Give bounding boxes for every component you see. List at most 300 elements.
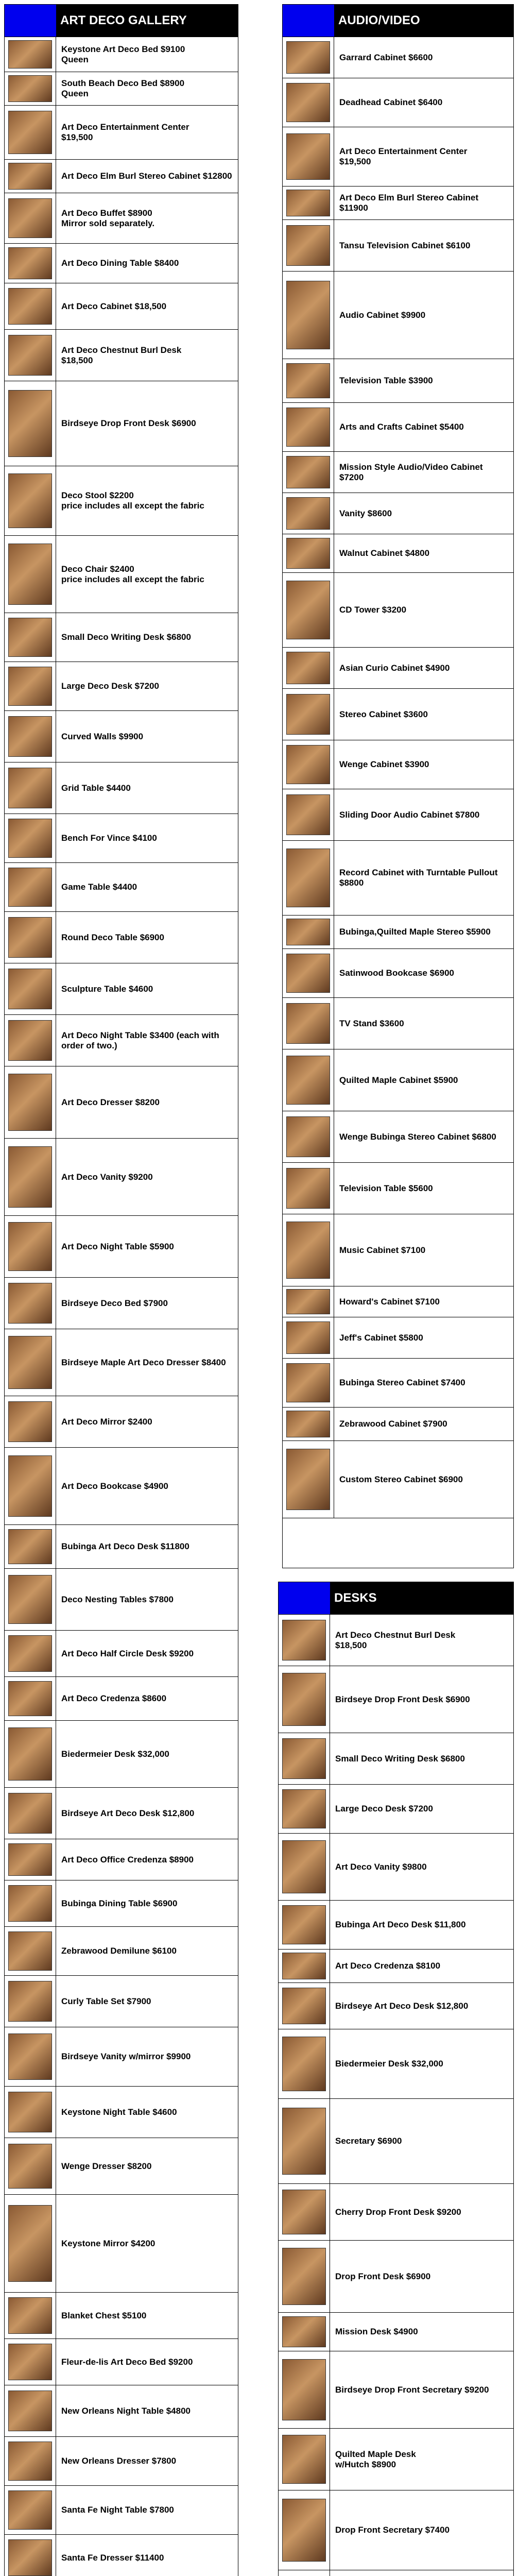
furniture-thumbnail[interactable] bbox=[5, 1216, 56, 1277]
furniture-thumbnail[interactable] bbox=[283, 841, 334, 915]
furniture-thumbnail[interactable] bbox=[283, 220, 334, 271]
furniture-thumbnail[interactable] bbox=[283, 648, 334, 688]
item-label[interactable]: Art Deco Night Table $3400 (each with order of two.) bbox=[61, 1030, 219, 1050]
item-label[interactable]: Wenge Dresser $8200 bbox=[61, 2161, 152, 2171]
item-label[interactable]: Art Deco Cabinet $18,500 bbox=[61, 301, 167, 311]
list-item[interactable] bbox=[5, 762, 238, 814]
furniture-thumbnail[interactable] bbox=[5, 1066, 56, 1138]
item-label[interactable]: Birdseye Vanity w/mirror $9900 bbox=[61, 2052, 191, 2062]
furniture-photo-icon bbox=[286, 849, 330, 907]
item-label[interactable]: Cherry Drop Front Desk $9200 bbox=[335, 2207, 461, 2217]
list-item[interactable] bbox=[5, 1278, 238, 1329]
list-item[interactable] bbox=[283, 37, 513, 78]
furniture-thumbnail[interactable] bbox=[5, 37, 56, 72]
list-item[interactable] bbox=[5, 2087, 238, 2138]
item-label[interactable]: Art Deco Chestnut Burl Desk $18,500 bbox=[335, 1630, 456, 1650]
item-label[interactable]: Art Deco Buffet $8900 Mirror sold separately. bbox=[61, 208, 155, 228]
item-label[interactable]: Asian Curio Cabinet $4900 bbox=[339, 663, 450, 673]
furniture-thumbnail[interactable] bbox=[5, 2195, 56, 2292]
list-item[interactable] bbox=[5, 1139, 238, 1216]
furniture-thumbnail[interactable] bbox=[5, 1721, 56, 1787]
list-item[interactable] bbox=[5, 711, 238, 762]
list-item[interactable] bbox=[5, 1216, 238, 1278]
item-label[interactable]: Record Cabinet with Turntable Pullout $8800 bbox=[339, 868, 498, 888]
item-label[interactable]: Quilted Maple Cabinet $5900 bbox=[339, 1075, 458, 1085]
furniture-thumbnail[interactable] bbox=[279, 1983, 330, 2029]
furniture-thumbnail[interactable] bbox=[5, 283, 56, 329]
item-label[interactable]: Deco Chair $2400 price includes all except the fabric bbox=[61, 564, 204, 584]
list-item[interactable] bbox=[5, 1329, 238, 1396]
list-item[interactable] bbox=[5, 1448, 238, 1525]
list-item[interactable] bbox=[5, 193, 238, 244]
item-label[interactable]: Keystone Mirror $4200 bbox=[61, 2238, 155, 2248]
furniture-thumbnail[interactable] bbox=[5, 1015, 56, 1066]
item-label[interactable]: Drop Front Secretary $7400 bbox=[335, 2525, 450, 2535]
list-item[interactable] bbox=[5, 1721, 238, 1788]
furniture-thumbnail[interactable] bbox=[5, 613, 56, 662]
list-item[interactable] bbox=[5, 1677, 238, 1721]
furniture-thumbnail[interactable] bbox=[283, 452, 334, 493]
furniture-thumbnail[interactable] bbox=[5, 536, 56, 613]
list-item[interactable] bbox=[5, 466, 238, 536]
furniture-thumbnail[interactable] bbox=[279, 2029, 330, 2098]
list-item[interactable] bbox=[5, 160, 238, 193]
furniture-thumbnail[interactable] bbox=[279, 2490, 330, 2570]
item-label[interactable]: Biedermeier Desk $32,000 bbox=[61, 1749, 169, 1759]
furniture-thumbnail[interactable] bbox=[279, 2313, 330, 2351]
item-label[interactable]: Art Deco Elm Burl Stereo Cabinet $12800 bbox=[61, 171, 232, 181]
furniture-thumbnail[interactable] bbox=[279, 1733, 330, 1784]
item-label[interactable]: Art Deco Credenza $8600 bbox=[61, 1693, 167, 1704]
item-label[interactable]: Birdseye Art Deco Desk $12,800 bbox=[335, 2001, 469, 2011]
furniture-thumbnail[interactable] bbox=[5, 1525, 56, 1568]
list-item[interactable] bbox=[279, 2429, 513, 2490]
furniture-thumbnail[interactable] bbox=[5, 160, 56, 193]
list-item[interactable] bbox=[5, 244, 238, 283]
furniture-thumbnail[interactable] bbox=[5, 1880, 56, 1926]
item-label[interactable]: Curved Walls $9900 bbox=[61, 731, 144, 741]
list-item[interactable] bbox=[283, 573, 513, 648]
list-item[interactable] bbox=[5, 2195, 238, 2293]
item-label[interactable]: Wenge Cabinet $3900 bbox=[339, 759, 429, 770]
list-item[interactable] bbox=[5, 1525, 238, 1569]
furniture-thumbnail[interactable] bbox=[283, 1111, 334, 1162]
furniture-thumbnail[interactable] bbox=[283, 689, 334, 740]
list-item[interactable] bbox=[279, 2490, 513, 2570]
list-item[interactable] bbox=[279, 1834, 513, 1901]
list-item[interactable] bbox=[5, 1396, 238, 1448]
list-item[interactable] bbox=[283, 1408, 513, 1441]
list-item[interactable] bbox=[5, 381, 238, 466]
list-item[interactable] bbox=[5, 1569, 238, 1631]
furniture-thumbnail[interactable] bbox=[5, 193, 56, 243]
list-item[interactable] bbox=[283, 648, 513, 689]
furniture-thumbnail[interactable] bbox=[5, 1839, 56, 1880]
list-item[interactable] bbox=[5, 2293, 238, 2339]
list-item[interactable] bbox=[283, 1359, 513, 1408]
furniture-photo-icon bbox=[8, 1635, 52, 1672]
list-item[interactable] bbox=[5, 1880, 238, 1927]
furniture-thumbnail[interactable] bbox=[5, 2293, 56, 2338]
item-label[interactable]: Mission Desk $4900 bbox=[335, 2327, 418, 2337]
list-item[interactable] bbox=[283, 1214, 513, 1286]
furniture-thumbnail[interactable] bbox=[283, 187, 334, 219]
list-item[interactable] bbox=[279, 1785, 513, 1834]
furniture-thumbnail[interactable] bbox=[5, 381, 56, 466]
furniture-thumbnail[interactable] bbox=[5, 1631, 56, 1676]
item-label[interactable]: CD Tower $3200 bbox=[339, 605, 407, 615]
furniture-thumbnail[interactable] bbox=[5, 2437, 56, 2485]
furniture-thumbnail[interactable] bbox=[283, 949, 334, 997]
item-label[interactable]: Art Deco Elm Burl Stereo Cabinet $11900 bbox=[339, 193, 479, 213]
list-item[interactable] bbox=[5, 1927, 238, 1976]
list-item[interactable] bbox=[5, 2138, 238, 2195]
furniture-photo-icon bbox=[286, 133, 330, 180]
furniture-thumbnail[interactable] bbox=[283, 1049, 334, 1111]
furniture-thumbnail[interactable] bbox=[5, 1677, 56, 1720]
furniture-photo-icon bbox=[282, 1840, 326, 1893]
item-label[interactable]: Deadhead Cabinet $6400 bbox=[339, 97, 443, 108]
item-label[interactable]: Birdseye Art Deco Desk $12,800 bbox=[61, 1808, 195, 1818]
list-item[interactable] bbox=[283, 789, 513, 841]
furniture-thumbnail[interactable] bbox=[5, 711, 56, 762]
item-label[interactable]: Game Table $4400 bbox=[61, 882, 137, 892]
list-item[interactable] bbox=[279, 2351, 513, 2429]
furniture-photo-icon bbox=[286, 1168, 330, 1209]
item-label[interactable]: Blanket Chest $5100 bbox=[61, 2310, 147, 2320]
item-label[interactable]: Birdseye Drop Front Desk $6900 bbox=[335, 1694, 470, 1704]
list-item[interactable] bbox=[283, 916, 513, 949]
furniture-thumbnail[interactable] bbox=[283, 1286, 334, 1317]
list-item[interactable] bbox=[279, 1615, 513, 1666]
list-item[interactable] bbox=[5, 1788, 238, 1839]
item-label[interactable]: Small Deco Writing Desk $6800 bbox=[61, 632, 191, 642]
item-label[interactable]: Art Deco Entertainment Center $19,500 bbox=[61, 122, 189, 142]
item-label[interactable]: Curly Table Set $7900 bbox=[61, 1996, 151, 2006]
list-item[interactable] bbox=[283, 78, 513, 127]
item-label[interactable]: Art Deco Dresser $8200 bbox=[61, 1097, 160, 1107]
list-item[interactable] bbox=[5, 1839, 238, 1880]
item-label[interactable]: Birdseye Drop Front Desk $6900 bbox=[61, 418, 196, 429]
furniture-thumbnail[interactable] bbox=[279, 1950, 330, 1982]
item-label[interactable]: Biedermeier Desk $32,000 bbox=[335, 2059, 443, 2069]
list-item[interactable] bbox=[283, 127, 513, 187]
item-list bbox=[283, 37, 513, 1518]
furniture-thumbnail[interactable] bbox=[5, 2535, 56, 2576]
list-item[interactable] bbox=[5, 2027, 238, 2087]
list-item[interactable] bbox=[279, 2029, 513, 2099]
item-label[interactable]: Music Cabinet $7100 bbox=[339, 1245, 426, 1255]
furniture-thumbnail[interactable] bbox=[5, 2339, 56, 2385]
item-label[interactable]: Fleur-de-lis Art Deco Bed $9200 bbox=[61, 2357, 193, 2367]
item-label[interactable]: Zebrawood Cabinet $7900 bbox=[339, 1419, 447, 1429]
furniture-thumbnail[interactable] bbox=[5, 1278, 56, 1329]
list-item[interactable] bbox=[5, 1066, 238, 1139]
furniture-thumbnail[interactable] bbox=[5, 106, 56, 159]
item-label[interactable]: Art Deco Credenza $8100 bbox=[335, 1961, 441, 1971]
item-label[interactable]: TV Stand $3600 bbox=[339, 1018, 404, 1028]
list-item[interactable] bbox=[5, 963, 238, 1015]
furniture-thumbnail[interactable] bbox=[5, 1976, 56, 2027]
list-item[interactable] bbox=[279, 2184, 513, 2241]
list-item[interactable] bbox=[5, 2339, 238, 2385]
item-label[interactable]: New Orleans Night Table $4800 bbox=[61, 2405, 191, 2416]
list-item[interactable] bbox=[5, 2385, 238, 2437]
furniture-thumbnail[interactable] bbox=[283, 916, 334, 948]
list-item[interactable] bbox=[283, 534, 513, 573]
item-label[interactable]: Arts and Crafts Cabinet $5400 bbox=[339, 422, 464, 432]
list-item[interactable] bbox=[279, 1950, 513, 1983]
item-label[interactable]: Bubinga Stereo Cabinet $7400 bbox=[339, 1378, 465, 1388]
item-label[interactable]: Round Deco Table $6900 bbox=[61, 932, 164, 942]
furniture-thumbnail[interactable] bbox=[283, 998, 334, 1049]
item-label[interactable]: Art Deco Bookcase $4900 bbox=[61, 1481, 168, 1491]
list-item[interactable] bbox=[283, 1441, 513, 1518]
list-item[interactable] bbox=[5, 1015, 238, 1066]
furniture-thumbnail[interactable] bbox=[5, 2087, 56, 2138]
item-label[interactable]: Sculpture Table $4600 bbox=[61, 984, 153, 994]
furniture-thumbnail[interactable] bbox=[279, 2241, 330, 2312]
item-label[interactable]: Art Deco Dining Table $8400 bbox=[61, 258, 179, 268]
item-label[interactable]: Wenge Bubinga Stereo Cabinet $6800 bbox=[339, 1131, 496, 1142]
item-label[interactable]: Art Deco Entertainment Center $19,500 bbox=[339, 146, 468, 166]
furniture-thumbnail[interactable] bbox=[283, 493, 334, 534]
list-item[interactable] bbox=[279, 2099, 513, 2184]
list-item[interactable] bbox=[5, 912, 238, 963]
item-label[interactable]: Custom Stereo Cabinet $6900 bbox=[339, 1474, 463, 1484]
item-label[interactable]: Santa Fe Night Table $7800 bbox=[61, 2505, 174, 2515]
item-label[interactable]: Deco Stool $2200 price includes all except the fabric bbox=[61, 490, 204, 511]
furniture-photo-icon bbox=[8, 2490, 52, 2529]
list-item[interactable] bbox=[5, 37, 238, 72]
list-item[interactable] bbox=[5, 536, 238, 613]
item-label[interactable]: Art Deco Chestnut Burl Desk $18,500 bbox=[61, 345, 182, 365]
list-item[interactable] bbox=[283, 949, 513, 998]
item-label[interactable]: Mission Style Audio/Video Cabinet $7200 bbox=[339, 462, 483, 482]
item-label[interactable]: Birdseye Deco Bed $7900 bbox=[61, 1298, 168, 1308]
list-item[interactable] bbox=[5, 662, 238, 711]
furniture-thumbnail[interactable] bbox=[279, 2351, 330, 2428]
list-item[interactable] bbox=[5, 283, 238, 330]
furniture-thumbnail[interactable] bbox=[5, 762, 56, 814]
list-item[interactable] bbox=[5, 2535, 238, 2576]
item-label[interactable]: Stereo Cabinet $3600 bbox=[339, 709, 428, 719]
furniture-thumbnail[interactable] bbox=[279, 2099, 330, 2183]
list-item[interactable] bbox=[283, 1286, 513, 1317]
furniture-thumbnail[interactable] bbox=[5, 330, 56, 381]
item-label[interactable]: South Beach Deco Bed $8900 Queen bbox=[61, 78, 185, 98]
item-label[interactable]: Jeff's Cabinet $5800 bbox=[339, 1332, 423, 1343]
item-label[interactable]: Sliding Door Audio Cabinet $7800 bbox=[339, 809, 480, 820]
furniture-thumbnail[interactable] bbox=[279, 2184, 330, 2240]
furniture-photo-icon bbox=[8, 2344, 52, 2380]
list-item[interactable] bbox=[5, 72, 238, 106]
list-item[interactable] bbox=[283, 841, 513, 916]
furniture-thumbnail[interactable] bbox=[279, 1785, 330, 1833]
furniture-thumbnail[interactable] bbox=[5, 662, 56, 710]
furniture-thumbnail[interactable] bbox=[279, 1666, 330, 1733]
furniture-thumbnail[interactable] bbox=[283, 1441, 334, 1518]
item-label[interactable]: Art Deco Half Circle Desk $9200 bbox=[61, 1648, 194, 1658]
furniture-photo-icon bbox=[282, 2359, 326, 2420]
furniture-thumbnail[interactable] bbox=[5, 1329, 56, 1396]
item-label[interactable]: Art Deco Night Table $5900 bbox=[61, 1241, 174, 1251]
list-item[interactable] bbox=[283, 493, 513, 534]
list-item[interactable] bbox=[283, 1049, 513, 1111]
item-label[interactable]: Birdseye Maple Art Deco Dresser $8400 bbox=[61, 1357, 226, 1367]
list-item[interactable] bbox=[279, 1983, 513, 2029]
furniture-thumbnail[interactable] bbox=[279, 2570, 330, 2576]
furniture-thumbnail[interactable] bbox=[5, 2138, 56, 2194]
item-label[interactable]: Satinwood Bookcase $6900 bbox=[339, 968, 454, 978]
item-label[interactable]: Bubinga Dining Table $6900 bbox=[61, 1898, 178, 1908]
section-title: DESKS bbox=[330, 1582, 513, 1614]
furniture-thumbnail[interactable] bbox=[283, 127, 334, 186]
item-label[interactable]: Secretary $6900 bbox=[335, 2136, 402, 2146]
list-item[interactable] bbox=[283, 272, 513, 359]
furniture-thumbnail[interactable] bbox=[5, 1927, 56, 1975]
list-item[interactable] bbox=[283, 187, 513, 220]
item-label[interactable]: Walnut Cabinet $4800 bbox=[339, 548, 430, 558]
furniture-thumbnail[interactable] bbox=[5, 466, 56, 535]
furniture-thumbnail[interactable] bbox=[283, 1163, 334, 1214]
furniture-thumbnail[interactable] bbox=[5, 72, 56, 105]
furniture-photo-icon bbox=[8, 473, 52, 529]
furniture-photo-icon bbox=[8, 2539, 52, 2576]
furniture-thumbnail[interactable] bbox=[283, 272, 334, 359]
furniture-thumbnail[interactable] bbox=[5, 2486, 56, 2534]
list-item[interactable] bbox=[283, 403, 513, 452]
furniture-thumbnail[interactable] bbox=[5, 1448, 56, 1524]
item-label[interactable]: Large Deco Desk $7200 bbox=[335, 1804, 433, 1814]
item-label[interactable]: Small Deco Writing Desk $6800 bbox=[335, 1753, 465, 1764]
item-label[interactable]: Audio Cabinet $9900 bbox=[339, 310, 426, 320]
list-item[interactable] bbox=[283, 998, 513, 1049]
furniture-photo-icon bbox=[286, 1411, 330, 1437]
furniture-thumbnail[interactable] bbox=[283, 534, 334, 572]
list-item[interactable] bbox=[283, 359, 513, 403]
item-label[interactable]: Art Deco Vanity $9800 bbox=[335, 1861, 427, 1872]
item-label[interactable]: Zebrawood Demilune $6100 bbox=[61, 1946, 177, 1956]
list-item[interactable] bbox=[5, 2437, 238, 2486]
section-header bbox=[5, 5, 238, 37]
furniture-thumbnail[interactable] bbox=[279, 1834, 330, 1900]
item-label[interactable]: Bubinga Art Deco Desk $11,800 bbox=[335, 1920, 466, 1930]
list-item[interactable] bbox=[283, 1163, 513, 1214]
list-item[interactable] bbox=[279, 2241, 513, 2313]
item-label[interactable]: Howard's Cabinet $7100 bbox=[339, 1296, 440, 1307]
list-item[interactable] bbox=[279, 1666, 513, 1733]
list-item[interactable] bbox=[283, 740, 513, 789]
furniture-thumbnail[interactable] bbox=[5, 912, 56, 963]
furniture-thumbnail[interactable] bbox=[5, 2385, 56, 2436]
item-label[interactable] bbox=[330, 2570, 513, 2576]
list-item[interactable] bbox=[5, 330, 238, 381]
item-label[interactable]: Art Deco Mirror $2400 bbox=[61, 1416, 152, 1427]
list-item[interactable] bbox=[5, 106, 238, 160]
item-label[interactable]: Art Deco Office Credenza $8900 bbox=[61, 1854, 194, 1865]
item-label[interactable]: Keystone Art Deco Bed $9100 Queen bbox=[61, 44, 185, 64]
item-label[interactable]: Large Deco Desk $7200 bbox=[61, 681, 159, 691]
list-item[interactable] bbox=[5, 814, 238, 863]
furniture-photo-icon bbox=[286, 919, 330, 945]
furniture-thumbnail[interactable] bbox=[5, 2027, 56, 2086]
furniture-thumbnail[interactable] bbox=[5, 1569, 56, 1630]
furniture-thumbnail[interactable] bbox=[279, 2429, 330, 2490]
furniture-photo-icon bbox=[286, 83, 330, 122]
furniture-thumbnail[interactable] bbox=[283, 359, 334, 402]
list-item[interactable] bbox=[279, 2313, 513, 2351]
list-item[interactable] bbox=[279, 2570, 513, 2576]
furniture-thumbnail[interactable] bbox=[5, 1396, 56, 1447]
item-label[interactable]: Television Table $5600 bbox=[339, 1183, 433, 1193]
furniture-photo-icon bbox=[8, 2297, 52, 2334]
furniture-thumbnail[interactable] bbox=[5, 244, 56, 283]
furniture-thumbnail[interactable] bbox=[283, 573, 334, 647]
list-item[interactable] bbox=[283, 1317, 513, 1359]
furniture-thumbnail[interactable] bbox=[5, 1139, 56, 1215]
item-label[interactable]: Garrard Cabinet $6600 bbox=[339, 52, 433, 62]
item-label[interactable]: Deco Nesting Tables $7800 bbox=[61, 1594, 174, 1604]
list-item[interactable] bbox=[283, 1111, 513, 1163]
furniture-photo-icon bbox=[286, 408, 330, 446]
furniture-thumbnail[interactable] bbox=[283, 1214, 334, 1286]
furniture-thumbnail[interactable] bbox=[283, 1317, 334, 1358]
furniture-thumbnail[interactable] bbox=[283, 1408, 334, 1440]
list-item[interactable] bbox=[5, 1976, 238, 2027]
furniture-thumbnail[interactable] bbox=[283, 789, 334, 840]
item-label[interactable]: Bubinga Art Deco Desk $11800 bbox=[61, 1541, 189, 1552]
list-item[interactable] bbox=[283, 220, 513, 272]
list-item[interactable] bbox=[279, 1901, 513, 1950]
list-item[interactable] bbox=[5, 613, 238, 662]
furniture-thumbnail[interactable] bbox=[279, 1901, 330, 1949]
furniture-thumbnail[interactable] bbox=[283, 78, 334, 127]
furniture-photo-icon bbox=[286, 225, 330, 266]
item-label[interactable]: Santa Fe Dresser $11400 bbox=[61, 2552, 164, 2563]
item-label[interactable]: Birdseye Drop Front Secretary $9200 bbox=[335, 2384, 489, 2395]
item-label[interactable]: Vanity $8600 bbox=[339, 508, 392, 518]
list-item[interactable] bbox=[5, 2486, 238, 2535]
item-label[interactable]: Keystone Night Table $4600 bbox=[61, 2107, 177, 2117]
furniture-thumbnail[interactable] bbox=[5, 963, 56, 1014]
furniture-thumbnail[interactable] bbox=[283, 37, 334, 78]
item-label[interactable]: Quilted Maple Desk w/Hutch $8900 bbox=[335, 2449, 416, 2469]
furniture-thumbnail[interactable] bbox=[283, 403, 334, 451]
item-label[interactable]: Bench For Vince $4100 bbox=[61, 833, 157, 843]
furniture-thumbnail[interactable] bbox=[279, 1615, 330, 1666]
item-label[interactable]: New Orleans Dresser $7800 bbox=[61, 2456, 177, 2466]
list-item[interactable] bbox=[5, 1631, 238, 1677]
furniture-thumbnail[interactable] bbox=[283, 740, 334, 789]
item-label[interactable]: Television Table $3900 bbox=[339, 376, 433, 386]
furniture-thumbnail[interactable] bbox=[5, 1788, 56, 1839]
item-label[interactable]: Grid Table $4400 bbox=[61, 783, 131, 793]
item-label[interactable]: Tansu Television Cabinet $6100 bbox=[339, 240, 471, 250]
furniture-thumbnail[interactable] bbox=[5, 863, 56, 911]
furniture-photo-icon bbox=[282, 2108, 326, 2175]
furniture-photo-icon bbox=[8, 2092, 52, 2132]
item-label[interactable]: Bubinga,Quilted Maple Stereo $5900 bbox=[339, 927, 491, 937]
list-item[interactable] bbox=[279, 1733, 513, 1785]
item-label[interactable]: Drop Front Desk $6900 bbox=[335, 2271, 431, 2281]
furniture-thumbnail[interactable] bbox=[5, 814, 56, 862]
list-item[interactable] bbox=[283, 689, 513, 740]
list-item[interactable] bbox=[283, 452, 513, 493]
list-item[interactable] bbox=[5, 863, 238, 912]
furniture-thumbnail[interactable] bbox=[283, 1359, 334, 1407]
item-label[interactable]: Art Deco Vanity $9200 bbox=[61, 1172, 153, 1182]
